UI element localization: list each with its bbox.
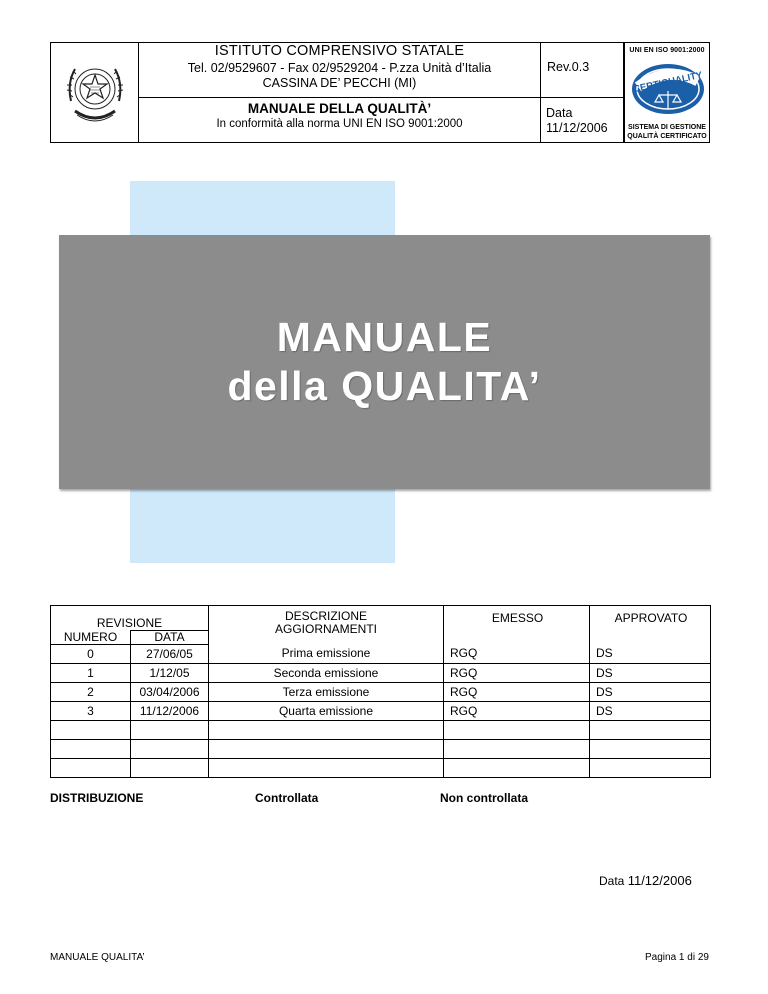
row-date: 27/06/05: [131, 645, 209, 664]
approvato-header: APPROVATO: [590, 606, 711, 645]
cert-norm: UNI EN ISO 9001:2000: [629, 47, 705, 54]
cert-line-2: QUALITÀ CERTIFICATO: [627, 133, 707, 140]
row-number: 0: [51, 645, 131, 664]
data-header: DATA: [131, 631, 209, 645]
table-row: [51, 664, 711, 683]
header-date-value: 11/12/2006: [546, 121, 608, 135]
institute-city: CASSINA DE’ PECCHI (MI): [262, 76, 417, 90]
italian-republic-emblem-icon: [57, 53, 133, 129]
cert-line-1: SISTEMA DI GESTIONE: [628, 124, 706, 131]
emblem-cell: [51, 43, 139, 142]
row-issued-by: RGQ: [444, 645, 590, 664]
manual-title: MANUALE DELLA QUALITÀ’: [247, 101, 432, 116]
cover-title-line-2: della QUALITA’: [227, 363, 542, 409]
footer-page-number: Pagina 1 di 29: [645, 952, 709, 963]
revisione-header: [51, 606, 209, 631]
distribution-controlled: Controllata: [255, 791, 319, 805]
row-description: Terza emissione: [209, 683, 444, 702]
revision-table: [50, 605, 711, 778]
cover-title-line-1: MANUALE: [276, 314, 493, 360]
table-row-empty: [51, 721, 711, 740]
table-row: [51, 683, 711, 702]
date-cell: [541, 98, 623, 142]
norm-reference: In conformità alla norma UNI EN ISO 9001:2000: [216, 118, 463, 130]
aggiornamenti-label: AGGIORNAMENTI: [274, 622, 377, 636]
certiquality-badge-icon: [628, 57, 708, 117]
row-number: 2: [51, 683, 131, 702]
distribution-uncontrolled: Non controllata: [440, 791, 529, 805]
document-date: [599, 873, 692, 888]
document-date-label: Data: [599, 874, 625, 888]
descrizione-header: [209, 606, 444, 645]
row-description: Prima emissione: [209, 645, 444, 664]
revision-label: Rev.0.3: [547, 60, 590, 74]
header-date: [546, 106, 608, 136]
row-issued-by: RGQ: [444, 702, 590, 721]
header-date-label: Data: [546, 106, 573, 120]
descrizione-label: DESCRIZIONE: [284, 609, 367, 623]
row-issued-by: RGQ: [444, 683, 590, 702]
row-approved-by: DS: [590, 702, 711, 721]
row-description: Quarta emissione: [209, 702, 444, 721]
row-date: 11/12/2006: [131, 702, 209, 721]
cover-grey-panel: [59, 235, 710, 489]
table-header-row: [51, 606, 711, 631]
table-row-empty: [51, 759, 711, 778]
row-approved-by: DS: [590, 683, 711, 702]
emesso-header: EMESSO: [444, 606, 590, 645]
revision-cell: [541, 43, 623, 98]
distribution-label: DISTRIBUZIONE: [50, 791, 144, 805]
row-issued-by: RGQ: [444, 664, 590, 683]
numero-header: NUMERO: [51, 631, 131, 645]
table-row: [51, 645, 711, 664]
revisione-label: REVISIONE: [96, 616, 163, 630]
row-description: Seconda emissione: [209, 664, 444, 683]
institute-name: ISTITUTO COMPRENSIVO STATALE: [214, 43, 465, 59]
row-date: 03/04/2006: [131, 683, 209, 702]
manual-title-cell: [139, 98, 541, 142]
footer-title: MANUALE QUALITA’: [50, 952, 145, 963]
certiquality-logo: [624, 42, 710, 143]
row-date: 1/12/05: [131, 664, 209, 683]
institute-cell: [139, 43, 541, 98]
document-date-value: 11/12/2006: [627, 873, 692, 888]
table-row: [51, 702, 711, 721]
row-approved-by: DS: [590, 664, 711, 683]
row-approved-by: DS: [590, 645, 711, 664]
cert-brand: CERTIQUALITY: [632, 69, 704, 96]
table-row-empty: [51, 740, 711, 759]
institute-contacts: Tel. 02/9529607 - Fax 02/9529204 - P.zza Unità d’Italia: [187, 61, 492, 75]
document-header: [50, 42, 624, 143]
row-number: 1: [51, 664, 131, 683]
row-number: 3: [51, 702, 131, 721]
